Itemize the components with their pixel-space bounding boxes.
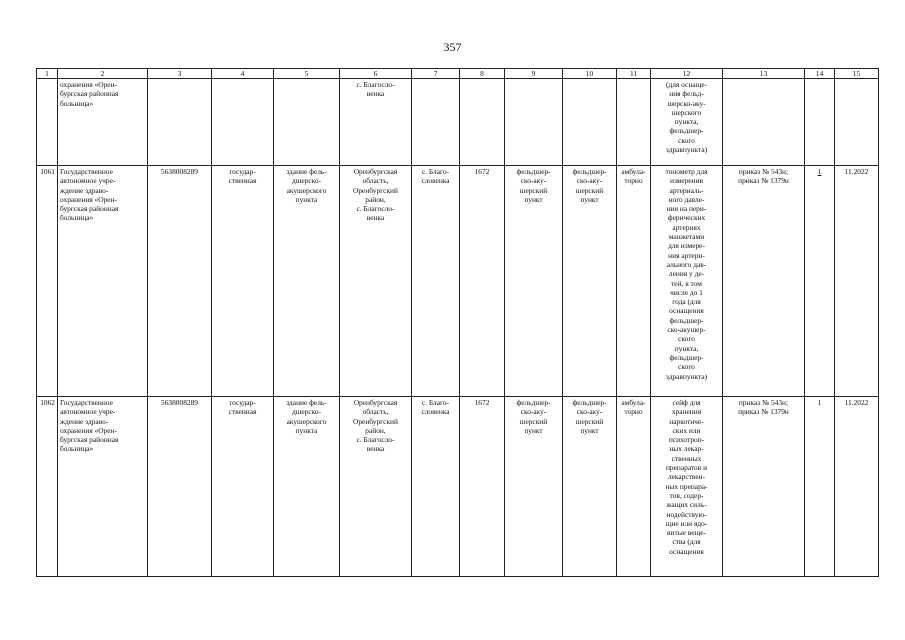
cell-number: 1062 (37, 397, 58, 577)
cell-unit-name: фельдшер- ско-аку- шерский пункт (563, 166, 617, 397)
header-cell: 5 (274, 69, 340, 79)
cell-quantity: 1 (805, 166, 835, 397)
cell-date: 11.2022 (835, 397, 879, 577)
cell-address: с. Благосло- венка (340, 79, 412, 166)
cell-quantity: 1 (805, 397, 835, 577)
cell-unit-type: фельдшер- ско-аку- шерский пункт (505, 166, 563, 397)
header-cell: 14 (805, 69, 835, 79)
cell-inn: 5638008289 (148, 397, 212, 577)
header-cell: 8 (460, 69, 505, 79)
cell-code (460, 79, 505, 166)
header-cell: 7 (412, 69, 460, 79)
cell-ownership: государ- ственная (212, 397, 274, 577)
table-row (37, 397, 879, 577)
header-cell: 1 (37, 69, 58, 79)
cell-equipment: (для оснаще- ния фельд- шерско-аку- шерского пункта, фельдшер- ского здравпункта) (651, 79, 723, 166)
cell-equipment: сейф для хранения наркотиче- ских или психотроп- ных лекар- ственных препаратов и лекарствен- ных препара- тов, содер- жащих силь- нодействую- щие или ядо- витые веще- ства (для оснащения (651, 397, 723, 577)
cell-number: 1061 (37, 166, 58, 397)
cell-order (723, 79, 805, 166)
cell-care-type (617, 79, 651, 166)
cell-equipment: тонометр для измерения артериаль- ного давле- ния на пери- ферических артериях манжетами для измере- ния артери- ального дав- ления у де- тей, в том числе до 1 года (для оснащения фельдшер- ско-акушер- ского пункта, фельдшер- ского здравпункта) (651, 166, 723, 397)
header-cell: 11 (617, 69, 651, 79)
cell-date: 11.2022 (835, 166, 879, 397)
header-cell: 2 (58, 69, 148, 79)
cell-locality: с. Благо- словенка (412, 166, 460, 397)
cell-building: здание фель- дшерско- акушерского пункта (274, 397, 340, 577)
cell-address: Оренбургская область, Оренбургский район, с. Благосло- венка (340, 166, 412, 397)
header-cell: 13 (723, 69, 805, 79)
table-row (37, 79, 879, 166)
cell-quantity (805, 79, 835, 166)
cell-building (274, 79, 340, 166)
header-cell: 3 (148, 69, 212, 79)
cell-inn (148, 79, 212, 166)
page-number: 357 (443, 40, 462, 54)
cell-organization: охранения «Орен- бургская районная больница» (58, 79, 148, 166)
cell-organization: Государственное автономное учре- ждение здраво- охранения «Орен- бургская районная больница» (58, 397, 148, 577)
header-cell: 12 (651, 69, 723, 79)
header-row (37, 69, 879, 79)
cell-unit-type (505, 79, 563, 166)
cell-locality (412, 79, 460, 166)
cell-locality: с. Благо- словенка (412, 397, 460, 577)
header-cell: 10 (563, 69, 617, 79)
cell-inn: 5638008289 (148, 166, 212, 397)
header-cell: 4 (212, 69, 274, 79)
cell-date (835, 79, 879, 166)
cell-unit-name: фельдшер- ско-аку- шерский пункт (563, 397, 617, 577)
cell-unit-name (563, 79, 617, 166)
cell-unit-type: фельдшер- ско-аку- шерский пункт (505, 397, 563, 577)
cell-code: 1672 (460, 166, 505, 397)
equipment-table (36, 68, 879, 577)
cell-order: приказ № 543н; приказ № 1379н (723, 166, 805, 397)
cell-number (37, 79, 58, 166)
cell-order: приказ № 543н; приказ № 1379н (723, 397, 805, 577)
table-row (37, 166, 879, 397)
header-cell: 9 (505, 69, 563, 79)
cell-address: Оренбургская область, Оренбургский район, с. Благосло- венка (340, 397, 412, 577)
cell-ownership (212, 79, 274, 166)
cell-building: здание фель- дшерско- акушерского пункта (274, 166, 340, 397)
header-cell: 6 (340, 69, 412, 79)
cell-care-type: амбула- торно (617, 166, 651, 397)
cell-organization: Государственное автономное учре- ждение здраво- охранения «Орен- бургская районная больница» (58, 166, 148, 397)
cell-care-type: амбула- торно (617, 397, 651, 577)
cell-ownership: государ- ственная (212, 166, 274, 397)
cell-code: 1672 (460, 397, 505, 577)
header-cell: 15 (835, 69, 879, 79)
